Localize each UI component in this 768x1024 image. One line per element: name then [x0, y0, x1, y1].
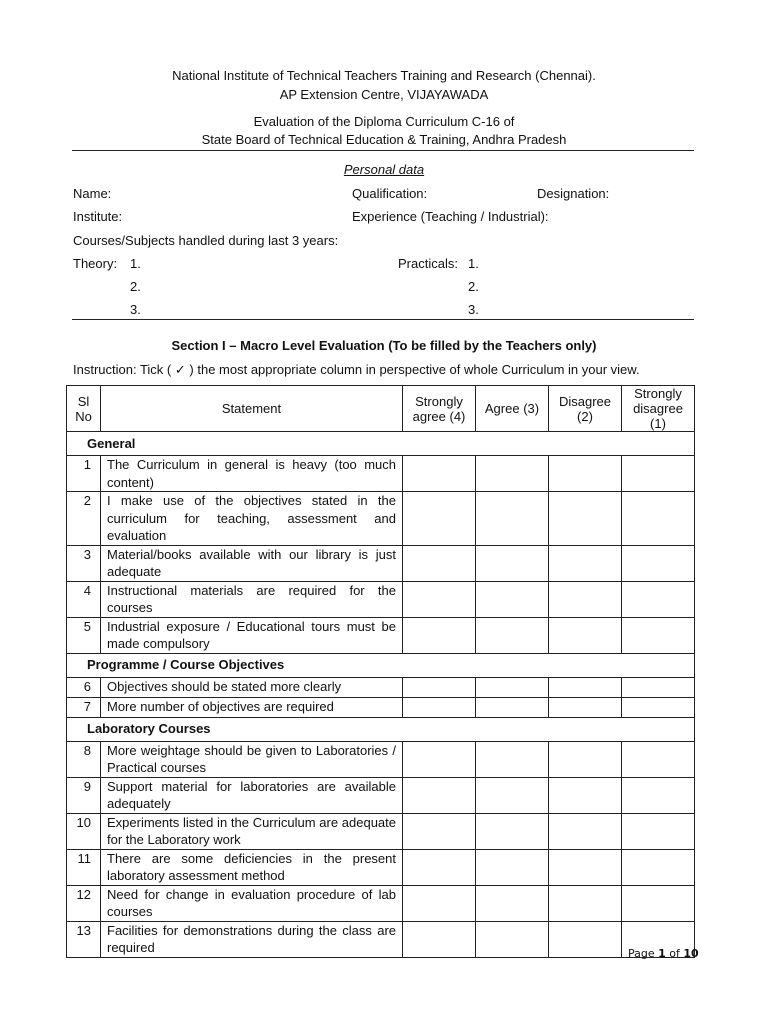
cell-agree[interactable]	[476, 581, 549, 617]
current-page: 1	[658, 947, 666, 960]
tick-icon: ✓	[174, 363, 186, 378]
row-number: 2	[67, 492, 101, 546]
row-number: 3	[67, 545, 101, 581]
row-statement: Industrial exposure / Educational tours must be made compulsory	[101, 617, 403, 653]
experience-label: Experience (Teaching / Industrial):	[352, 209, 549, 224]
cell-strongly-disagree[interactable]	[622, 492, 695, 546]
cell-strongly-disagree[interactable]	[622, 456, 695, 492]
page-number	[628, 947, 699, 960]
cell-strongly-agree[interactable]	[403, 777, 476, 813]
cell-strongly-disagree[interactable]	[622, 581, 695, 617]
table-row	[67, 581, 695, 617]
cell-disagree[interactable]	[549, 581, 622, 617]
evaluation-table	[66, 385, 695, 958]
cell-agree[interactable]	[476, 677, 549, 697]
cell-disagree[interactable]	[549, 617, 622, 653]
row-statement: I make use of the objectives stated in the curriculum for teaching, assessment and evaluation	[101, 492, 403, 546]
table-row	[67, 677, 695, 697]
cell-strongly-disagree[interactable]	[622, 849, 695, 885]
row-number: 7	[67, 697, 101, 717]
row-number: 11	[67, 849, 101, 885]
section-row-general	[67, 432, 695, 456]
cell-strongly-agree[interactable]	[403, 921, 476, 957]
table-row	[67, 545, 695, 581]
table-row	[67, 885, 695, 921]
section-row-laboratory	[67, 717, 695, 741]
cell-agree[interactable]	[476, 456, 549, 492]
centre-name: AP Extension Centre, VIJAYAWADA	[279, 87, 489, 102]
cell-disagree[interactable]	[549, 813, 622, 849]
row-statement: Support material for laboratories are available adequately	[101, 777, 403, 813]
cell-agree[interactable]	[476, 545, 549, 581]
table-row	[67, 741, 695, 777]
cell-strongly-agree[interactable]	[403, 456, 476, 492]
practicals-item-1: 1.	[468, 256, 479, 271]
row-number: 12	[67, 885, 101, 921]
cell-agree[interactable]	[476, 921, 549, 957]
row-statement: Need for change in evaluation procedure of lab courses	[101, 885, 403, 921]
cell-strongly-agree[interactable]	[403, 741, 476, 777]
cell-disagree[interactable]	[549, 492, 622, 546]
cell-strongly-agree[interactable]	[403, 813, 476, 849]
practicals-item-3: 3.	[468, 302, 479, 317]
designation-label: Designation:	[537, 186, 610, 201]
cell-agree[interactable]	[476, 813, 549, 849]
table-row	[67, 921, 695, 957]
row-statement: More weightage should be given to Laboratories / Practical courses	[101, 741, 403, 777]
row-number: 1	[67, 456, 101, 492]
table-row	[67, 777, 695, 813]
institute-name: National Institute of Technical Teachers Training and Research (Chennai).	[172, 68, 596, 83]
header-disagree: Disagree (2)	[549, 386, 622, 432]
theory-label: Theory:	[73, 256, 118, 271]
section-programme: Programme / Course Objectives	[67, 653, 695, 677]
cell-strongly-disagree[interactable]	[622, 697, 695, 717]
cell-disagree[interactable]	[549, 677, 622, 697]
cell-disagree[interactable]	[549, 456, 622, 492]
cell-strongly-agree[interactable]	[403, 885, 476, 921]
section-title: Section I – Macro Level Evaluation (To be filled by the Teachers only)	[171, 338, 597, 353]
table-row	[67, 697, 695, 717]
table-row	[67, 813, 695, 849]
row-number: 13	[67, 921, 101, 957]
cell-strongly-disagree[interactable]	[622, 677, 695, 697]
row-number: 8	[67, 741, 101, 777]
row-statement: Objectives should be stated more clearly	[101, 677, 403, 697]
cell-disagree[interactable]	[549, 921, 622, 957]
row-statement: More number of objectives are required	[101, 697, 403, 717]
cell-strongly-disagree[interactable]	[622, 813, 695, 849]
qualification-label: Qualification:	[352, 186, 428, 201]
cell-agree[interactable]	[476, 849, 549, 885]
row-number: 6	[67, 677, 101, 697]
cell-strongly-disagree[interactable]	[622, 885, 695, 921]
instruction	[73, 362, 640, 378]
header-strongly-agree: Strongly agree (4)	[403, 386, 476, 432]
cell-disagree[interactable]	[549, 885, 622, 921]
cell-disagree[interactable]	[549, 777, 622, 813]
cell-agree[interactable]	[476, 741, 549, 777]
header-statement: Statement	[101, 386, 403, 432]
cell-strongly-agree[interactable]	[403, 697, 476, 717]
table-row	[67, 617, 695, 653]
table-header-row	[67, 386, 695, 432]
row-number: 9	[67, 777, 101, 813]
cell-agree[interactable]	[476, 885, 549, 921]
row-statement: Facilities for demonstrations during the class are required	[101, 921, 403, 957]
cell-disagree[interactable]	[549, 741, 622, 777]
cell-disagree[interactable]	[549, 697, 622, 717]
row-number: 4	[67, 581, 101, 617]
row-statement: Material/books available with our library is just adequate	[101, 545, 403, 581]
header-strongly-disagree: Strongly disagree (1)	[622, 386, 695, 432]
table-row	[67, 849, 695, 885]
cell-strongly-agree[interactable]	[403, 545, 476, 581]
row-statement: Experiments listed in the Curriculum are adequate for the Laboratory work	[101, 813, 403, 849]
personal-divider	[72, 319, 694, 320]
evaluation-title: Evaluation of the Diploma Curriculum C-16 of	[253, 114, 515, 129]
cell-strongly-agree[interactable]	[403, 677, 476, 697]
instruction-text: Instruction: Tick (	[73, 362, 172, 377]
cell-disagree[interactable]	[549, 849, 622, 885]
courses-label: Courses/Subjects handled during last 3 years:	[73, 233, 339, 248]
cell-strongly-disagree[interactable]	[622, 545, 695, 581]
cell-strongly-agree[interactable]	[403, 492, 476, 546]
row-number: 10	[67, 813, 101, 849]
cell-agree[interactable]	[476, 492, 549, 546]
theory-item-3: 3.	[130, 302, 141, 317]
section-general: General	[67, 432, 695, 456]
header-divider	[72, 150, 694, 151]
cell-agree[interactable]	[476, 777, 549, 813]
row-statement: The Curriculum in general is heavy (too much content)	[101, 456, 403, 492]
table-row	[67, 492, 695, 546]
cell-strongly-disagree[interactable]	[622, 741, 695, 777]
page-label: Page	[628, 947, 655, 960]
instruction-text-end: ) the most appropriate column in perspective of whole Curriculum in your view.	[189, 362, 640, 377]
header-sl-no: Sl No	[67, 386, 101, 432]
personal-data-title: Personal data	[343, 162, 425, 177]
name-label: Name:	[73, 186, 112, 201]
row-statement: Instructional materials are required for the courses	[101, 581, 403, 617]
header-agree: Agree (3)	[476, 386, 549, 432]
cell-strongly-disagree[interactable]	[622, 777, 695, 813]
section-laboratory: Laboratory Courses	[67, 717, 695, 741]
row-statement: There are some deficiencies in the present laboratory assessment method	[101, 849, 403, 885]
cell-strongly-disagree[interactable]	[622, 617, 695, 653]
practicals-label: Practicals:	[398, 256, 458, 271]
cell-disagree[interactable]	[549, 545, 622, 581]
cell-strongly-agree[interactable]	[403, 581, 476, 617]
section-row-programme	[67, 653, 695, 677]
institute-label: Institute:	[73, 209, 123, 224]
cell-strongly-agree[interactable]	[403, 617, 476, 653]
cell-agree[interactable]	[476, 697, 549, 717]
board-name: State Board of Technical Education & Training, Andhra Pradesh	[201, 132, 567, 147]
theory-item-1: 1.	[130, 256, 141, 271]
theory-item-2: 2.	[130, 279, 141, 294]
page-of: of	[669, 947, 680, 960]
cell-agree[interactable]	[476, 617, 549, 653]
practicals-item-2: 2.	[468, 279, 479, 294]
cell-strongly-agree[interactable]	[403, 849, 476, 885]
table-row	[67, 456, 695, 492]
row-number: 5	[67, 617, 101, 653]
total-pages: 10	[683, 947, 699, 960]
